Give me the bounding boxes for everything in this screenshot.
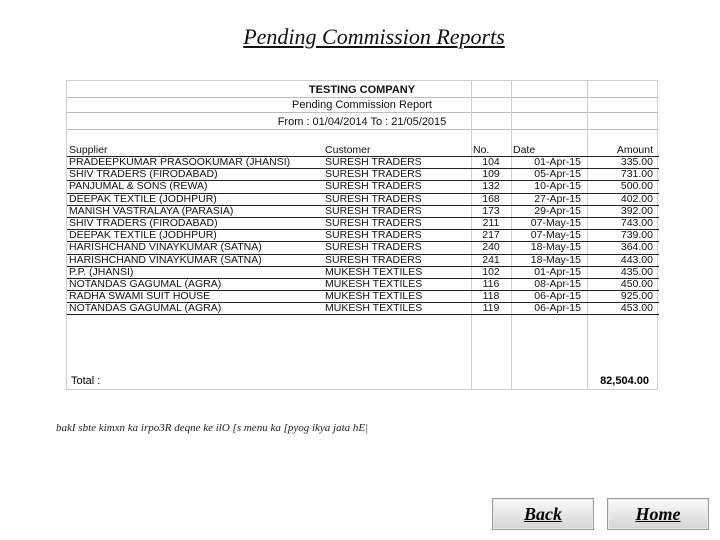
report-sheet	[66, 80, 658, 390]
cell-amount: 453.00	[587, 303, 659, 315]
table-row	[67, 193, 659, 205]
cell-customer: MUKESH TEXTILES	[323, 291, 471, 303]
cell-no: 240	[471, 242, 511, 254]
cell-date: 29-Apr-15	[511, 205, 587, 217]
cell-date: 06-Apr-15	[511, 303, 587, 315]
cell-amount: 739.00	[587, 230, 659, 242]
header-supplier: Supplier	[67, 143, 323, 157]
cell-no: 102	[471, 266, 511, 278]
cell-supplier: NOTANDAS GAGUMAL (AGRA)	[67, 303, 323, 315]
cell-amount: 450.00	[587, 278, 659, 290]
cell-amount: 731.00	[587, 169, 659, 181]
cell-date: 07-May-15	[511, 217, 587, 229]
cell-no: 109	[471, 169, 511, 181]
cell-customer: SURESH TRADERS	[323, 157, 471, 169]
cell-customer: MUKESH TEXTILES	[323, 266, 471, 278]
cell-customer: MUKESH TEXTILES	[323, 303, 471, 315]
home-button[interactable]: Home	[607, 498, 709, 530]
header-customer: Customer	[323, 143, 471, 157]
cell-customer: SURESH TRADERS	[323, 205, 471, 217]
cell-supplier: SHIV TRADERS (FIRODABAD)	[67, 217, 323, 229]
cell-no: 211	[471, 217, 511, 229]
cell-supplier: SHIV TRADERS (FIRODABAD)	[67, 169, 323, 181]
table-row	[67, 157, 659, 169]
header-date: Date	[511, 143, 587, 157]
divider	[67, 97, 657, 98]
table-row	[67, 254, 659, 266]
cell-supplier: HARISHCHAND VINAYKUMAR (SATNA)	[67, 254, 323, 266]
cell-date: 18-May-15	[511, 242, 587, 254]
cell-supplier: RADHA SWAMI SUIT HOUSE	[67, 291, 323, 303]
table-row	[67, 181, 659, 193]
cell-date: 18-May-15	[511, 254, 587, 266]
company-name: TESTING COMPANY	[308, 84, 416, 96]
table-row	[67, 303, 659, 315]
divider	[67, 112, 657, 113]
cell-amount: 435.00	[587, 266, 659, 278]
cell-amount: 743.00	[587, 217, 659, 229]
header-amount: Amount	[587, 143, 659, 157]
total-label: Total :	[71, 375, 101, 387]
cell-date: 07-May-15	[511, 230, 587, 242]
table-row	[67, 278, 659, 290]
cell-date: 01-Apr-15	[511, 157, 587, 169]
cell-amount: 364.00	[587, 242, 659, 254]
cell-supplier: DEEPAK TEXTILE (JODHPUR)	[67, 193, 323, 205]
cell-date: 10-Apr-15	[511, 181, 587, 193]
cell-amount: 443.00	[587, 254, 659, 266]
cell-customer: MUKESH TEXTILES	[323, 278, 471, 290]
cell-customer: SURESH TRADERS	[323, 254, 471, 266]
cell-supplier: HARISHCHAND VINAYKUMAR (SATNA)	[67, 242, 323, 254]
table-row	[67, 266, 659, 278]
cell-supplier: MANISH VASTRALAYA (PARASIA)	[67, 205, 323, 217]
cell-amount: 402.00	[587, 193, 659, 205]
report-subtitle: Pending Commission Report	[291, 99, 432, 111]
cell-supplier: NOTANDAS GAGUMAL (AGRA)	[67, 278, 323, 290]
cell-customer: SURESH TRADERS	[323, 217, 471, 229]
cell-no: 132	[471, 181, 511, 193]
table-row	[67, 217, 659, 229]
cell-customer: SURESH TRADERS	[323, 181, 471, 193]
cell-no: 119	[471, 303, 511, 315]
cell-supplier: P.P. (JHANSI)	[67, 266, 323, 278]
cell-no: 116	[471, 278, 511, 290]
cell-date: 05-Apr-15	[511, 169, 587, 181]
cell-no: 217	[471, 230, 511, 242]
description-note: bakI sbte kimxn ka irpo3R deqne ke ilO [s menu ka [pyog ikya jata hE|	[56, 422, 369, 434]
table-row	[67, 205, 659, 217]
cell-date: 27-Apr-15	[511, 193, 587, 205]
cell-customer: SURESH TRADERS	[323, 193, 471, 205]
cell-supplier: PANJUMAL & SONS (REWA)	[67, 181, 323, 193]
table-header-row	[67, 143, 659, 157]
cell-amount: 392.00	[587, 205, 659, 217]
cell-customer: SURESH TRADERS	[323, 230, 471, 242]
cell-no: 104	[471, 157, 511, 169]
cell-amount: 335.00	[587, 157, 659, 169]
divider	[67, 129, 657, 130]
cell-amount: 925.00	[587, 291, 659, 303]
table-row	[67, 242, 659, 254]
cell-no: 168	[471, 193, 511, 205]
cell-date: 01-Apr-15	[511, 266, 587, 278]
cell-customer: SURESH TRADERS	[323, 169, 471, 181]
cell-no: 173	[471, 205, 511, 217]
cell-no: 241	[471, 254, 511, 266]
cell-no: 118	[471, 291, 511, 303]
table-row	[67, 230, 659, 242]
cell-supplier: PRADEEPKUMAR PRASOOKUMAR (JHANSI)	[67, 157, 323, 169]
cell-supplier: DEEPAK TEXTILE (JODHPUR)	[67, 230, 323, 242]
cell-date: 06-Apr-15	[511, 291, 587, 303]
report-date-range: From : 01/04/2014 To : 21/05/2015	[277, 116, 447, 128]
table-row	[67, 291, 659, 303]
back-button[interactable]: Back	[492, 498, 594, 530]
page-title: Pending Commission Reports	[243, 24, 505, 49]
cell-customer: SURESH TRADERS	[323, 242, 471, 254]
header-no: No.	[471, 143, 511, 157]
cell-date: 08-Apr-15	[511, 278, 587, 290]
cell-amount: 500.00	[587, 181, 659, 193]
table-row	[67, 169, 659, 181]
commission-table	[67, 143, 659, 315]
total-value: 82,504.00	[600, 375, 649, 387]
